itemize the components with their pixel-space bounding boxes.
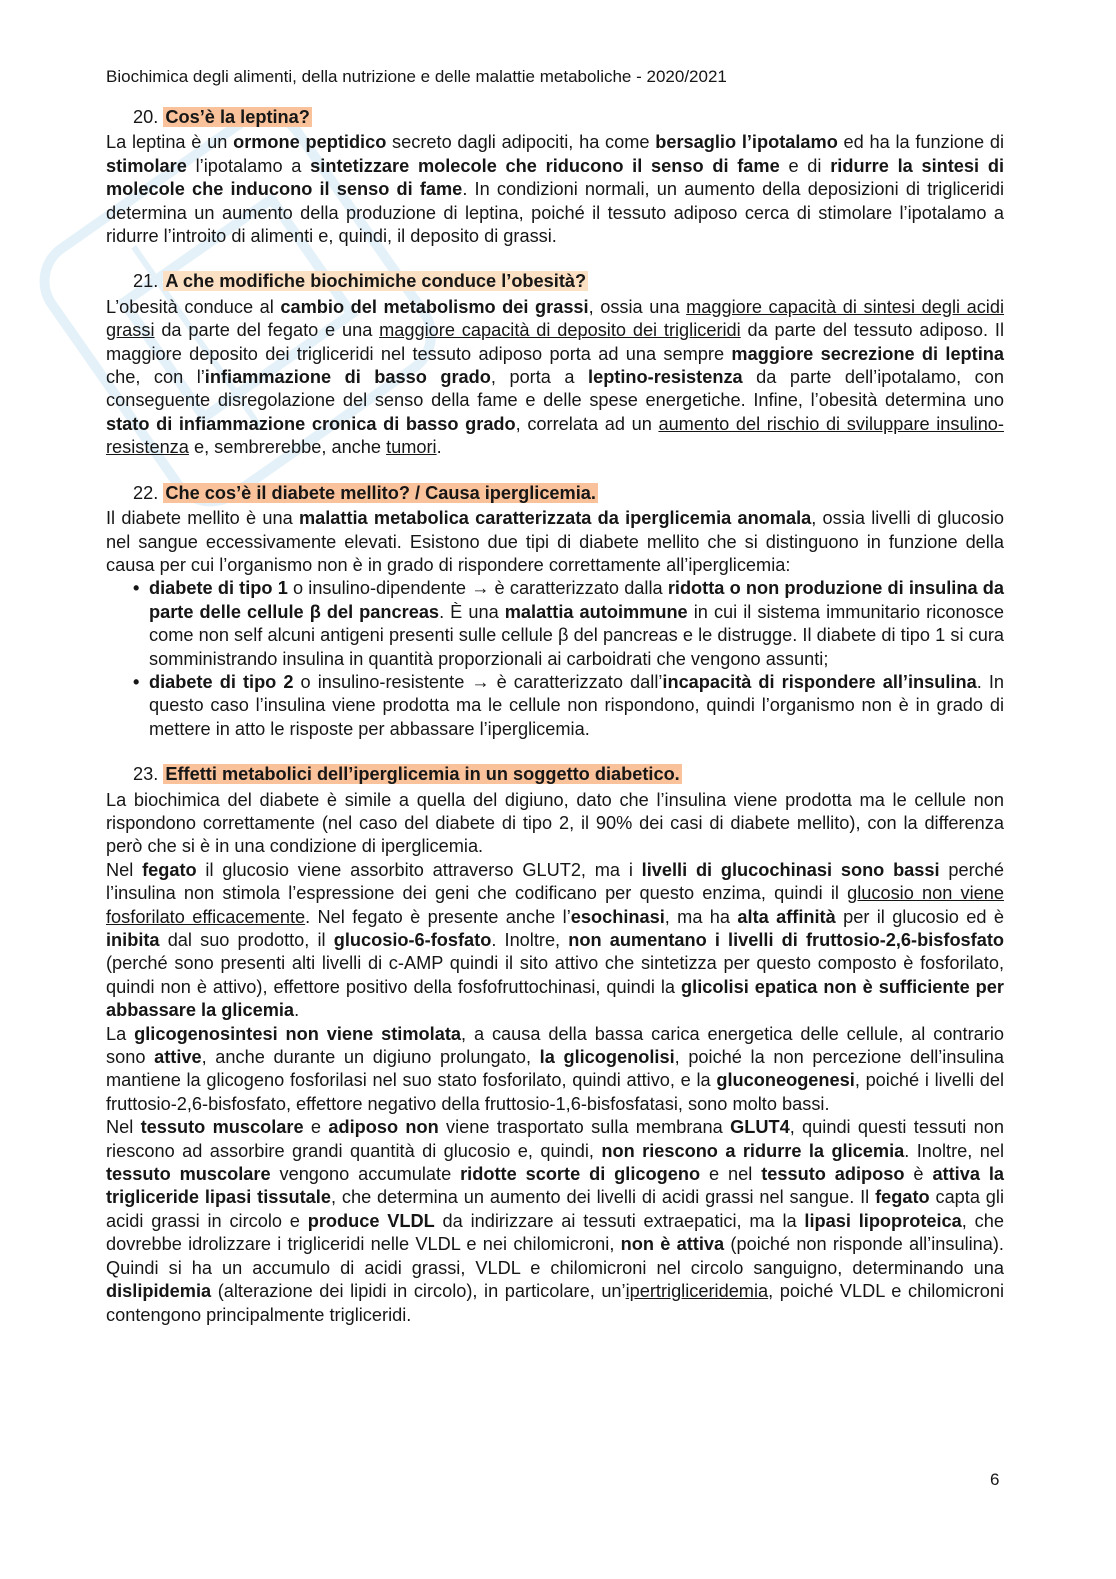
text-run: . [294,1000,300,1021]
bold-text: diabete di tipo 1 [149,578,288,599]
bold-text: sintetizzare molecole che riducono il senso di fame [310,155,780,176]
text-run: , poiché la non percezione dell’insulina mantiene la glicogeno fosforilasi nel suo stato fosforilato, quindi attivo, e la [106,1047,1004,1091]
bold-text: malattia metabolica caratterizzata da iperglicemia anomala [298,508,812,529]
bold-text: tessuto adiposo [761,1164,905,1185]
bold-text: livelli di glucochinasi sono bassi [641,859,940,880]
text-run: Il diabete mellito è una [106,508,299,529]
text-run: . Nel fegato è presente anche l’ [305,906,571,927]
question-title: Cos’è la leptina? [165,107,310,127]
answer-paragraph [106,131,1004,248]
question-number: 23. [133,764,159,785]
bold-text: tessuto muscolare [140,1117,304,1138]
text-run: viene trasportato sulla membrana [438,1117,731,1138]
text-run: , quindi questi tessuti non riescono ad assorbire grandi quantità di glucosio e, quindi, [106,1117,1004,1161]
text-run: , poiché VLDL e chilomicroni contengono principalmente trigliceridi. [106,1281,1004,1325]
text-run: . In condizioni normali, un aumento della deposizioni di trigliceridi determina un aumento della produzione di leptina, poiché il tessuto adiposo cerca di stimolare l’ipotalamo a ridurre l’introito di alimenti e, quindi, il deposito di grassi. [106,179,1005,247]
bold-text: produce VLDL [307,1210,435,1231]
bold-text: attiva la trigliceride lipasi tissutale [106,1164,1005,1208]
bold-text: stato di infiammazione cronica di basso grado [106,413,516,434]
text-run: . In questo caso l’insulina viene prodotta ma le cellule non rispondono, quindi l’organismo non è in grado di mettere in atto le risposte per abbassare l’iperglicemia. [149,671,1005,739]
bold-text: attive [154,1047,202,1068]
text-run: Nel [106,1117,141,1138]
text-run: è [904,1164,933,1185]
bold-text: fegato [142,859,197,880]
answer-paragraph [106,859,1004,1023]
bold-text: non è attiva [620,1234,725,1255]
bold-text: esochinasi [570,906,665,927]
text-run: , che dovrebbe idrolizzare i trigliceridi nelle VLDL e nei chilomicroni, [106,1210,1004,1255]
question-heading [106,106,1004,129]
bold-text: ridotta o non produzione di insulina da parte delle cellule β del pancreas [149,578,1004,622]
text-run: o insulino-resistente → è caratterizzato dall’ [293,671,663,692]
bold-text: glucosio-6-fosfato [333,930,492,950]
document-body [106,106,1004,1349]
text-run: e di [779,155,831,176]
underlined-text: glucosio non viene fosforilato efficacemente [106,883,1004,927]
answer-paragraph [106,1023,1004,1117]
question-number: 21. [133,271,159,292]
text-run: La biochimica del diabete è simile a quella del digiuno, dato che l’insulina viene prodotta ma le cellule non rispondono correttamente (nel caso del diabete di tipo 2, il 90% dei casi di diabete mellito), con la differenza però che si è in una condizione di iperglicemia. [106,789,1004,857]
text-run: . [436,437,442,458]
question-section [106,482,1004,741]
text-run: da parte del fegato e una [154,320,380,341]
bold-text: incapacità di rispondere all’insulina [662,671,977,692]
question-title: Effetti metabolici dell’iperglicemia in un soggetto diabetico. [165,764,680,785]
text-run: e, sembrerebbe, anche [188,437,387,458]
bold-text: stimolare [106,155,187,176]
bold-text: diabete di tipo 2 [149,671,294,692]
bullet-item [106,577,1004,671]
question-section [106,763,1004,1327]
underlined-text: maggiore capacità di deposito dei trigliceridi [379,320,741,341]
text-run: secreto dagli adipociti, ha come [386,132,656,153]
text-run: , che determina un aumento dei livelli di acidi grassi nel sangue. Il [330,1187,876,1208]
bold-text: lipasi lipoproteica [804,1210,962,1231]
question-section [106,106,1004,248]
text-run: Nel [106,859,143,880]
text-run: che, con l’ [106,367,205,388]
bold-text: la glicogenolisi [539,1047,675,1068]
underlined-text: tumori [386,437,437,458]
answer-paragraph [106,296,1004,460]
bold-text: ridotte scorte di glicogeno [460,1164,701,1185]
question-heading [106,482,1004,505]
bold-text: alta affinità [737,906,836,927]
bold-text: GLUT4 [730,1117,790,1138]
bold-text: non aumentano i livelli di fruttosio-2,6-bisfosfato [568,930,1005,950]
text-run: o insulino-dipendente → è caratterizzato dalla [287,578,668,599]
answer-paragraph [106,507,1004,577]
underlined-text: maggiore capacità di sintesi degli acidi grassi [106,296,1004,341]
text-run: l’ipotalamo a [186,155,311,176]
text-run: La [106,1023,135,1044]
text-run: (alterazione dei lipidi in circolo), in particolare, un’ [211,1281,626,1302]
text-run: . Inoltre, nel [904,1140,1004,1161]
bold-text: tessuto muscolare [106,1164,271,1185]
bold-text: fegato [875,1187,930,1208]
text-run: capta gli acidi grassi in circolo e [106,1187,1005,1231]
text-run: , ma ha [664,906,738,927]
text-run: , correlata ad un [515,413,659,434]
bold-text: bersaglio l’ipotalamo [655,132,838,153]
answer-paragraph [106,1116,1004,1327]
text-run: da parte dell’ipotalamo, con conseguente disregolazione del senso della fame e delle spese energetiche. Infine, l’obesità determina uno [106,367,1004,411]
bold-text: maggiore secrezione di leptina [731,343,1004,364]
text-run: (perché sono presenti alti livelli di c-AMP quindi il sito attivo che sintetizza per questo composto è fosforilato, quindi non è attivo), effettore positivo della fosfofruttochinasi, quindi la [106,953,1004,997]
text-run: , poiché i livelli del fruttosio-2,6-bisfosfato, effettore negativo della fruttosio-1,6-bisfosfatasi, sono molto bassi. [106,1070,1004,1114]
text-run: , ossia livelli di glucosio nel sangue eccessivamente elevati. Esistono due tipi di diabete mellito che si distinguono in funzione della causa per cui l’organismo non è in grado di rispondere correttamente all’iperglicemia: [106,508,1004,575]
text-run: , a causa della bassa carica energetica delle cellule, al contrario sono [106,1023,1004,1068]
bold-text: dislipidemia [106,1281,212,1302]
bullet-list [106,577,1004,741]
underlined-text: aumento del rischio di sviluppare insulino-resistenza [106,413,1004,458]
question-heading [106,763,1004,786]
text-run: da indirizzare ai tessuti extraepatici, ma la [434,1210,805,1231]
text-run: ed ha la funzione di [837,132,1004,153]
text-run: , ossia una [588,296,687,317]
text-run: e nel [700,1164,762,1185]
bold-text: malattia autoimmune [504,601,688,622]
bullet-item [106,671,1004,741]
running-head: Biochimica degli alimenti, della nutrizione e delle malattie metaboliche - 2020/2021 [106,67,727,86]
text-run: vengono accumulate [270,1164,461,1185]
bold-text: infiammazione di basso grado [204,367,491,388]
text-run: , anche durante un digiuno prolungato, [201,1047,540,1068]
text-run: dal suo prodotto, il [159,930,334,950]
bullet-icon: • [133,578,140,599]
text-run: . È una [439,601,505,622]
text-run: per il glucosio ed è [835,906,1004,927]
question-number: 22. [133,482,159,503]
page-number: 6 [990,1470,1000,1489]
text-run: il glucosio viene assorbito attraverso GLUT2, ma i [196,859,642,880]
bold-text: ridurre la sintesi di molecole che inducono il senso di fame [106,155,1004,200]
bold-text: gluconeogenesi [716,1070,855,1091]
text-run: e [303,1117,329,1138]
text-run: perché l’insulina non stimola l’espressione dei geni che codificano per questo enzima, quindi il [106,859,1004,904]
bold-text: glicogenosintesi non viene stimolata [134,1023,461,1044]
bold-text: glicolisi epatica non è sufficiente per abbassare la glicemia [106,976,1004,1021]
text-run: da parte del tessuto adiposo. Il maggiore deposito dei trigliceridi nel tessuto adiposo porta ad una sempre [106,320,1004,364]
text-run: in cui il sistema immunitario riconosce come non self alcuni antigeni presenti sulle cellule β del pancreas e le distrugge. Il diabete di tipo 1 si cura somministrando insulina in quantità proporzionali ai carboidrati che vengono assunti; [149,601,1004,669]
underlined-text: ipertrigliceridemia [625,1281,769,1302]
text-run: La leptina è un [106,132,234,153]
question-section [106,270,1004,459]
bold-text: leptino-resistenza [588,367,743,388]
bold-text: adiposo non [328,1117,439,1138]
text-run: , porta a [490,367,589,388]
answer-paragraph [106,789,1004,859]
bold-text: inibita [106,930,160,950]
question-number: 20. [133,107,159,127]
text-run: (poiché non risponde all’insulina). Quindi si ha un accumulo di acidi grassi, VLDL e chilomicroni nel circolo sanguigno, determinando una [106,1234,1004,1278]
bullet-icon: • [133,671,140,692]
question-title: A che modifiche biochimiche conduce l’obesità? [165,271,587,292]
bold-text: non riescono a ridurre la glicemia [601,1140,905,1161]
bold-text: cambio del metabolismo dei grassi [280,296,589,317]
text-run: . Inoltre, [491,930,569,950]
question-title: Che cos’è il diabete mellito? / Causa iperglicemia. [165,482,596,503]
bold-text: ormone peptidico [233,132,387,153]
question-heading [106,270,1004,293]
text-run: L’obesità conduce al [106,296,281,317]
